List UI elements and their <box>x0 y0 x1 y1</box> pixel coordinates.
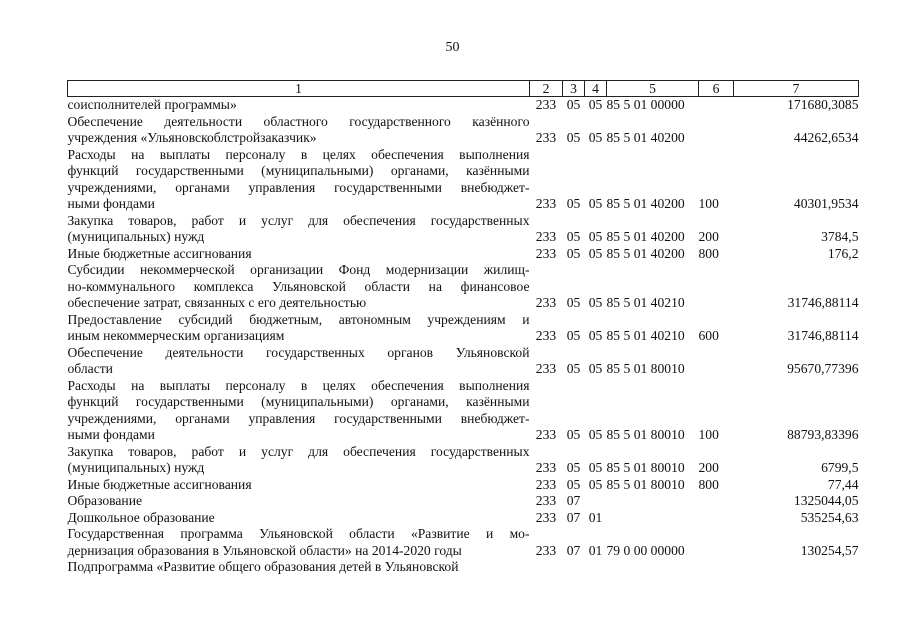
row-target-article-code: 85 5 01 80010 <box>606 476 685 492</box>
row-target-article-code: 85 5 01 40200 <box>606 130 685 145</box>
row-amount: 6799,5 <box>821 460 859 475</box>
description-line: учреждениями, органами управления государственными внебюджет- <box>67 410 530 426</box>
row-description <box>68 114 530 147</box>
table-row <box>68 493 859 510</box>
row-amount: 31746,88114 <box>787 295 859 310</box>
row-description <box>68 510 530 527</box>
row-description <box>68 559 530 576</box>
row-target-article-code: 85 5 01 40210 <box>606 295 685 310</box>
row-amount: 3784,5 <box>821 229 859 244</box>
table-row <box>68 510 859 527</box>
row-subsection-code: 05 <box>588 361 603 376</box>
description-line: Государственная программа Ульяновской области «Развитие и мо- <box>67 526 530 541</box>
row-section-code: 05 <box>566 97 581 112</box>
row-section-code: 05 <box>566 361 581 376</box>
row-target-article-code: 85 5 01 80010 <box>606 460 685 475</box>
row-expense-type-code <box>699 97 734 114</box>
description-line: Закупка товаров, работ и услуг для обеспечения государственных <box>67 212 530 228</box>
table-body <box>68 97 859 576</box>
row-subsection-code: 05 <box>588 328 603 343</box>
row-subsection-code: 05 <box>588 427 603 442</box>
row-description <box>68 213 530 246</box>
row-chapter-code: 233 <box>535 130 557 145</box>
table-row <box>68 262 859 312</box>
description-line: но-коммунального комплекса Ульяновской области на финансовое <box>67 278 530 294</box>
row-chapter-code: 233 <box>535 328 557 343</box>
row-subsection-code <box>585 493 607 510</box>
table-row <box>68 97 859 114</box>
table-row <box>68 213 859 246</box>
description-line: учреждения «Ульяновскоблстройзаказчик» <box>67 130 317 145</box>
row-chapter-code: 233 <box>535 229 557 244</box>
row-target-article-code: 85 5 01 00000 <box>606 97 685 112</box>
description-line: ными фондами <box>67 427 155 442</box>
row-amount: 95670,77396 <box>787 361 859 376</box>
row-amount: 176,2 <box>827 245 859 261</box>
description-line: Обеспечение деятельности государственных органов Ульяновской <box>67 344 530 360</box>
row-target-article-code <box>607 493 699 510</box>
row-expense-type-code: 200 <box>698 460 719 475</box>
description-line: Субсидии некоммерческой организации Фонд модернизации жилищ- <box>67 262 530 277</box>
row-chapter-code: 233 <box>535 361 557 376</box>
row-target-article-code <box>607 559 699 576</box>
row-subsection-code: 05 <box>588 229 603 244</box>
row-expense-type-code <box>699 262 734 312</box>
row-target-article-code: 85 5 01 40210 <box>606 328 685 343</box>
header-col-3: 3 <box>563 81 585 97</box>
header-col-5: 5 <box>607 81 699 97</box>
row-amount: 77,44 <box>827 476 859 492</box>
row-expense-type-code: 600 <box>698 328 719 343</box>
row-amount: 171680,3085 <box>787 97 859 112</box>
row-section-code: 05 <box>566 229 581 244</box>
row-target-article-code: 79 0 00 00000 <box>606 542 685 558</box>
row-chapter-code: 233 <box>535 427 557 442</box>
row-subsection-code: 05 <box>588 295 603 310</box>
row-amount: 40301,9534 <box>793 196 859 211</box>
row-subsection-code: 05 <box>588 460 603 475</box>
table-row <box>68 526 859 559</box>
table-row <box>68 312 859 345</box>
description-line: Расходы на выплаты персоналу в целях обеспечения выполнения <box>67 146 530 162</box>
description-line: Обеспечение деятельности областного государственного казённого <box>67 113 530 129</box>
row-subsection-code: 05 <box>588 97 603 112</box>
row-chapter-code: 233 <box>535 476 557 492</box>
description-line: функций государственными (муниципальными) органами, казёнными <box>67 394 530 409</box>
row-expense-type-code: 200 <box>698 229 719 244</box>
row-description <box>68 97 530 114</box>
row-chapter-code: 233 <box>535 509 557 525</box>
description-line: Закупка товаров, работ и услуг для обеспечения государственных <box>67 443 530 459</box>
row-expense-type-code: 800 <box>698 245 719 261</box>
table-row <box>68 477 859 494</box>
row-expense-type-code <box>699 526 734 559</box>
description-line: функций государственными (муниципальными) органами, казёнными <box>67 163 530 178</box>
description-line: области <box>67 361 113 376</box>
row-expense-type-code: 100 <box>698 196 719 211</box>
row-amount: 535254,63 <box>800 509 859 525</box>
row-section-code: 05 <box>566 196 581 211</box>
row-section-code: 05 <box>566 295 581 310</box>
page-number: 50 <box>445 40 460 55</box>
row-subsection-code: 05 <box>588 196 603 211</box>
row-expense-type-code <box>699 559 734 576</box>
description-line: Расходы на выплаты персоналу в целях обеспечения выполнения <box>67 377 530 393</box>
row-description <box>68 312 530 345</box>
description-line: (муниципальных) нужд <box>67 229 205 244</box>
row-description <box>68 477 530 494</box>
table-row <box>68 246 859 263</box>
header-col-7: 7 <box>734 81 859 97</box>
row-description <box>68 378 530 444</box>
table-row <box>68 345 859 378</box>
row-section-code: 05 <box>566 476 581 492</box>
description-line: дернизация образования в Ульяновской области» на 2014-2020 годы <box>67 542 462 558</box>
table-row <box>68 378 859 444</box>
header-row <box>68 81 859 97</box>
row-amount: 1325044,05 <box>793 493 859 508</box>
table-row <box>68 147 859 213</box>
row-subsection-code: 01 <box>588 542 603 558</box>
header-col-1: 1 <box>68 81 530 97</box>
header-col-6: 6 <box>699 81 734 97</box>
row-chapter-code: 233 <box>535 295 557 310</box>
row-subsection-code: 05 <box>588 476 603 492</box>
row-section-code: 07 <box>566 509 581 525</box>
row-section-code: 05 <box>566 460 581 475</box>
description-line: иным некоммерческим организациям <box>67 328 285 343</box>
row-description <box>68 246 530 263</box>
row-subsection-code: 05 <box>588 130 603 145</box>
table-row <box>68 444 859 477</box>
row-section-code: 07 <box>566 542 581 558</box>
row-chapter-code: 233 <box>535 97 557 112</box>
row-section-code: 05 <box>566 130 581 145</box>
description-line: ными фондами <box>67 196 155 211</box>
row-subsection-code: 01 <box>588 509 603 525</box>
row-subsection-code <box>585 559 607 576</box>
row-chapter-code: 233 <box>535 493 557 508</box>
description-line: Предоставление субсидий бюджетным, автономным учреждениям и <box>67 311 530 327</box>
row-target-article-code <box>607 510 699 527</box>
row-amount: 88793,83396 <box>787 427 859 442</box>
row-expense-type-code <box>699 493 734 510</box>
row-target-article-code: 85 5 01 80010 <box>606 427 685 442</box>
row-section-code: 05 <box>566 427 581 442</box>
row-expense-type-code: 800 <box>698 476 719 492</box>
row-target-article-code: 85 5 01 40200 <box>606 229 685 244</box>
description-line: Образование <box>67 493 143 508</box>
row-target-article-code: 85 5 01 80010 <box>606 361 685 376</box>
row-expense-type-code <box>699 345 734 378</box>
description-line: соисполнителей программы» <box>67 97 237 112</box>
row-amount <box>734 559 859 576</box>
table-row <box>68 559 859 576</box>
row-description <box>68 526 530 559</box>
header-col-2: 2 <box>530 81 563 97</box>
header-col-4: 4 <box>585 81 607 97</box>
row-description <box>68 147 530 213</box>
description-line: Иные бюджетные ассигнования <box>67 476 252 492</box>
description-line: (муниципальных) нужд <box>67 460 205 475</box>
row-target-article-code: 85 5 01 40200 <box>606 245 685 261</box>
row-chapter-code: 233 <box>535 542 557 558</box>
description-line: Иные бюджетные ассигнования <box>67 245 252 261</box>
row-chapter-code: 233 <box>535 196 557 211</box>
description-line: обеспечение затрат, связанных с его деятельностью <box>67 295 367 310</box>
table-row <box>68 114 859 147</box>
row-subsection-code: 05 <box>588 245 603 261</box>
budget-table <box>67 80 859 576</box>
row-target-article-code: 85 5 01 40200 <box>606 196 685 211</box>
row-amount: 44262,6534 <box>793 130 859 145</box>
description-line: Подпрограмма «Развитие общего образования детей в Ульяновской <box>67 559 459 574</box>
row-section-code <box>563 559 585 576</box>
description-line: учреждениями, органами управления государственными внебюджет- <box>67 179 530 195</box>
row-chapter-code: 233 <box>535 460 557 475</box>
row-chapter-code: 233 <box>535 245 557 261</box>
row-section-code: 05 <box>566 245 581 261</box>
row-amount: 31746,88114 <box>787 328 859 343</box>
row-description <box>68 493 530 510</box>
row-description <box>68 345 530 378</box>
row-expense-type-code <box>699 114 734 147</box>
row-amount: 130254,57 <box>800 542 859 558</box>
row-section-code: 05 <box>566 328 581 343</box>
row-chapter-code <box>530 559 563 576</box>
description-line: Дошкольное образование <box>67 509 215 525</box>
row-description <box>68 262 530 312</box>
row-expense-type-code <box>699 510 734 527</box>
row-expense-type-code: 100 <box>698 427 719 442</box>
row-description <box>68 444 530 477</box>
row-section-code: 07 <box>566 493 581 508</box>
